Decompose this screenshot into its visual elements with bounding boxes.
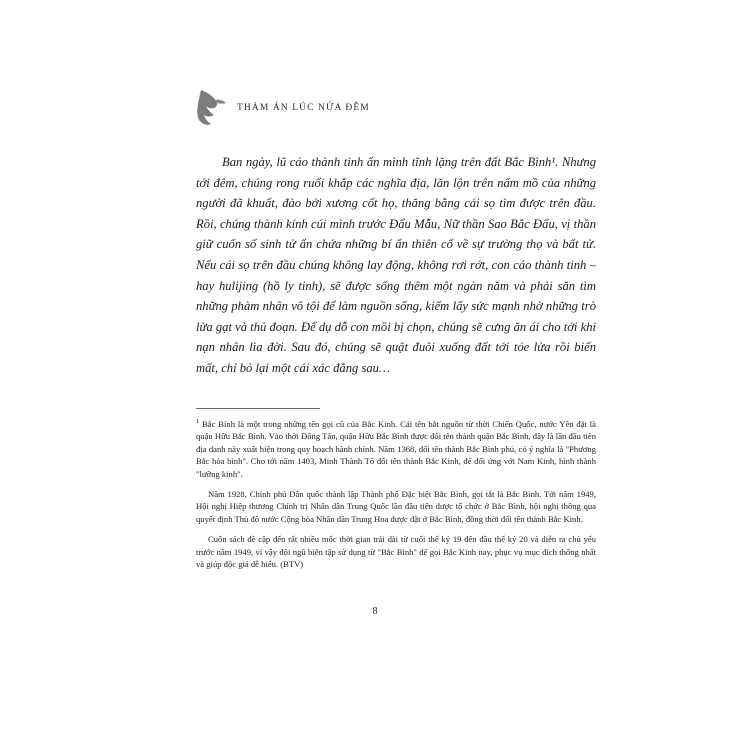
body-paragraph: Ban ngày, lũ cáo thành tinh ẩn mình tĩnh lặng trên đất Bắc Bình¹. Nhưng tới đêm, chúng rong ruổi khắp các nghĩa địa, lăn lộn trên nấm mồ của những người đã khuất, đào bới xương cốt họ, thăng bằng cái sọ tìm được trên đầu. Rồi, chúng thành kính cúi mình trước Đẩu Mẫu, Nữ thần Sao Bắc Đẩu, vị thần giữ cuốn sổ sinh tử ẩn chứa những bí ẩn thiên cổ về sự trường thọ và bất tử. Nếu cái sọ trên đầu chúng không lay động, không rơi rớt, con cáo thành tinh – hay hulijing (hồ ly tinh), sẽ được sống thêm một ngàn năm và phải săn tìm những phàm nhân vô tội để làm nguồn sống, kiếm lấy sức mạnh nhờ những trò lừa gạt và thủ đoạn. Để dụ dỗ con mồi bị chọn, chúng sẽ cưng ăn ái cho tới khi nạn nhân lìa đời. Sau đó, chúng sẽ quật đuôi xuống đất tới tóe lửa rồi biến mất, chỉ bỏ lại một cái xác đằng sau… <box>196 155 596 375</box>
footnote-item: Cuốn sách đề cập đến rất nhiều mốc thời gian trải dài từ cuối thế kỷ 19 đến đầu thế kỷ 20 và diễn ra chủ yếu trước năm 1949, vì vậy đội ngũ biên tập sử dụng từ "Bắc Bình" để gọi Bắc Kinh nay, phục vụ mục đích thống nhất và giúp độc giả dễ hiểu. (BTV) <box>196 534 596 570</box>
body-text-block <box>196 152 596 379</box>
page-number: 8 <box>372 606 378 617</box>
running-header <box>195 88 615 128</box>
footnote-text: Bắc Bình là một trong những tên gọi cũ của Bắc Kinh. Cái tên bắt nguồn từ thời Chiến Quốc, nước Yên đặt là quận Hữu Bắc Bình. Vào thời Đông Tấn, quận Hữu Bắc Bình được đổi tên thành quận Bắc Bình, đây là lần đầu tiên địa danh này xuất hiện trong quy hoạch hành chính. Năm 1368, đổi tên thành Bắc Bình phủ, có ý nghĩa là "Phương Bắc hòa bình". Cho tới năm 1403, Minh Thành Tổ đổi tên thành Bắc Kinh, để đối ứng với Nam Kinh, hình thành "lưỡng kinh". <box>196 419 596 479</box>
bird-silhouette-icon <box>195 88 229 128</box>
footnote-item: Năm 1928, Chính phủ Dân quốc thành lập Thành phố Đặc biệt Bắc Bình, gọi tắt là Bắc Bình. Tới năm 1949, Hội nghị Hiệp thương Chính trị Nhân dân Trung Quốc lần đầu tiên được tổ chức ở Bắc Bình, hội nghị thông qua quyết định Thủ đô nước Cộng hòa Nhân dân Trung Hoa được đặt ở Bắc Bình, đồng thời đổi tên thành Bắc Kinh. <box>196 489 596 524</box>
footnote-separator <box>196 408 320 409</box>
footnote-block <box>196 418 596 570</box>
footnote-marker: 1 <box>196 418 200 426</box>
header-title: THẢM ÁN LÚC NỬA ĐÊM <box>237 103 370 113</box>
footnote-item <box>196 418 596 480</box>
